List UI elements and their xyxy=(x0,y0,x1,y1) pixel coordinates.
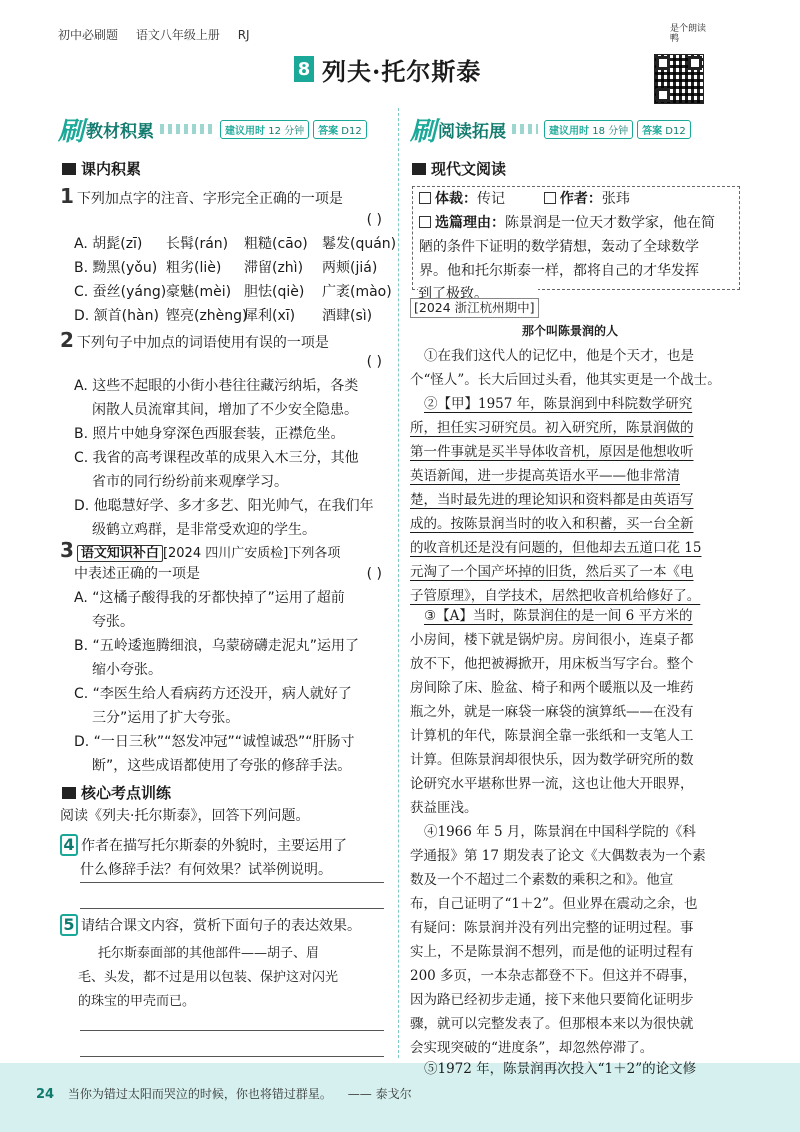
option-row xyxy=(74,304,400,328)
question-text: 下列句子中加点的词语使用有误的一项是 xyxy=(76,335,329,351)
brush-icon: 刷 xyxy=(58,116,85,147)
subsection-title: 现代文阅读 xyxy=(431,160,507,178)
reading-prompt: 阅读《列夫·托尔斯泰》，回答下列问题。 xyxy=(60,808,310,824)
section-title: 阅读拓展 xyxy=(438,121,507,142)
reason-icon xyxy=(419,216,431,228)
article-line: 数及一个不超过二个素数的乘积之和》。他宣 xyxy=(410,872,674,888)
option-cell: A. 胡髭(zī) xyxy=(74,236,143,252)
time-value: 12 分钟 xyxy=(268,125,305,137)
article-line: 个“怪人”。长大后回过头看，他其实更是一个战士。 xyxy=(410,372,721,388)
answer-label: 答案 xyxy=(318,125,339,137)
footer-quote-author: —— 泰戈尔 xyxy=(347,1087,412,1101)
option-line: A. 这些不起眼的小街小巷往往藏污纳垢，各类 xyxy=(74,378,359,394)
time-pill xyxy=(220,120,309,139)
subject-name: 语文八年级上册 xyxy=(135,28,220,42)
answer-line[interactable] xyxy=(80,908,384,909)
article-line: 200 多页，一本杂志都登不下。但这并不碍事， xyxy=(410,968,697,984)
article-line: 楚，当时最先进的理论知识和资料都是由英语写 xyxy=(410,492,694,508)
section-title: 教材积累 xyxy=(86,121,155,142)
reason-text: 陈景润是一位天才数学家，他在简 xyxy=(505,215,715,231)
article-source: [2024 浙江杭州期中] xyxy=(410,298,539,318)
lesson-title-text: 列夫·托尔斯泰 xyxy=(322,56,482,86)
qr-finder-icon xyxy=(688,56,702,70)
question-source: [2024 四川广安质检] xyxy=(162,546,289,561)
option-line: C. “李医生给人看病药方还没开，病人就好了 xyxy=(74,686,352,702)
option-row xyxy=(74,232,400,256)
option-line: 闲散人员流窜其间，增加了不少安全隐患。 xyxy=(92,402,358,418)
reason-label: 选篇理由： xyxy=(435,215,505,231)
question-2 xyxy=(60,328,386,355)
reason-line: 陋的条件下证明的数学猜想，轰动了全球数学 xyxy=(419,239,699,255)
list-icon xyxy=(412,163,426,175)
header-meta xyxy=(58,26,264,43)
answer-paren-text: ( ) xyxy=(366,354,382,370)
option-cell: 酒肆(sì) xyxy=(322,308,373,324)
article-line: 获益匪浅。 xyxy=(410,800,478,816)
article-info-box xyxy=(412,186,740,290)
qr-finder-icon xyxy=(656,88,670,102)
stripe-decoration xyxy=(160,124,214,134)
answer-paren-text: ( ) xyxy=(366,566,382,582)
option-cell: 粗糙(cāo) xyxy=(244,236,308,252)
answer-page: D12 xyxy=(665,125,686,137)
time-pill xyxy=(544,120,633,139)
subsection-heading xyxy=(412,158,506,179)
question-number: 3 xyxy=(60,538,74,562)
option-cell: 铿亮(zhèng) xyxy=(166,308,248,324)
option-cell: 胆怯(qiè) xyxy=(244,284,305,300)
section-bar-reading xyxy=(410,110,695,148)
qr-code-icon[interactable] xyxy=(654,54,704,104)
option-line: B. “五岭逶迤腾细浪，乌蒙磅礴走泥丸”运用了 xyxy=(74,638,360,654)
info-genre-author xyxy=(419,187,737,211)
option-row xyxy=(74,256,400,280)
option-line: B. 照片中她身穿深色西服套装，正襟危坐。 xyxy=(74,426,345,442)
question-text: 下列加点字的注音、字形完全正确的一项是 xyxy=(76,191,343,207)
option-cell: 鬈发(quán) xyxy=(322,236,397,252)
author-value: 张玮 xyxy=(601,191,630,207)
genre-label: 体裁： xyxy=(435,191,477,207)
article-line: ②【甲】1957 年，陈景润到中科院数学研究 xyxy=(424,396,693,412)
article-line: 放不下，他把被褥掀开，用床板当写字台。整个 xyxy=(410,656,694,672)
question-4 xyxy=(60,834,347,858)
footer-quote-line xyxy=(36,1085,412,1102)
subsection-heading xyxy=(62,158,141,179)
option-cell: 两颊(jiá) xyxy=(322,260,378,276)
time-value: 18 分钟 xyxy=(592,125,629,137)
option-line: D. 他聪慧好学、多才多艺、阳光帅气，在我们年 xyxy=(74,498,374,514)
question-text: 请结合课文内容，赏析下面句子的表达效果。 xyxy=(81,918,361,934)
option-line: C. 我省的高考课程改革的成果入木三分，其他 xyxy=(74,450,359,466)
article-line: 瓶之外，就是一麻袋一麻袋的演算纸——在没有 xyxy=(410,704,694,720)
article-line: 房间除了床、脸盆、椅子和两个暖瓶以及一堆药 xyxy=(410,680,694,696)
answer-pill[interactable] xyxy=(313,120,367,139)
genre-icon xyxy=(419,192,431,204)
article-line: ⑤1972 年，陈景润再次投入“1＋2”的论文修 xyxy=(424,1061,697,1077)
subsection-title: 核心考点训练 xyxy=(81,784,172,802)
genre-value: 传记 xyxy=(477,191,505,207)
option-cell: C. 蚕丝(yáng) xyxy=(74,284,167,300)
qr-label: 是个朗读鸭 xyxy=(670,24,707,44)
question-number: 2 xyxy=(60,328,74,352)
footer-quote: 当你为错过太阳而哭泣的时候，你也将错过群星。 xyxy=(67,1087,332,1101)
lesson-title xyxy=(294,54,481,84)
info-reason xyxy=(419,211,737,235)
list-icon xyxy=(62,163,76,175)
question-number: 4 xyxy=(60,834,78,856)
answer-line[interactable] xyxy=(80,1030,384,1031)
author-label: 作者： xyxy=(559,191,602,207)
option-line: 夸张。 xyxy=(92,614,134,630)
option-cell: 粗劣(liè) xyxy=(166,260,222,276)
article-line: ④1966 年 5 月，陈景润在中国科学院的《科 xyxy=(424,824,696,840)
question-1 xyxy=(60,184,386,211)
quote-line: 托尔斯泰面部的其他部件——胡子、眉 xyxy=(98,946,320,961)
quote-line: 毛、头发，都不过是用以包装、保护这对闪光 xyxy=(78,970,339,985)
option-cell: 犀利(xī) xyxy=(244,308,296,324)
article-line: 英语新闻，进一步提高英语水平——他非常清 xyxy=(410,468,680,484)
option-line: D. “一日三秋”“怒发冲冠”“诚惶诚恐”“肝肠寸 xyxy=(74,734,355,750)
article-line: 计算机的年代，陈景润全靠一张纸和一支笔人工 xyxy=(410,728,694,744)
article-line: 布，自己证明了“1＋2”。但业界在震动之余，也 xyxy=(410,896,698,912)
question-number: 5 xyxy=(60,914,78,936)
time-label: 建议用时 xyxy=(225,125,266,137)
article-line: 学通报》第 17 期发表了论文《大偶数表为一个素 xyxy=(410,848,706,864)
qr-finder-icon xyxy=(656,56,670,70)
option-line: 三分”运用了扩大夸张。 xyxy=(92,710,240,726)
article-line: 子管原理》，自学技术，居然把收音机给修好了。 xyxy=(410,588,701,604)
option-line: 级鹤立鸡群，是非常受欢迎的学生。 xyxy=(92,522,316,538)
article-line: ①在我们这代人的记忆中，他是个天才，也是 xyxy=(424,348,694,364)
article-line: 所，担任实习研究员。初入研究所，陈景润做的 xyxy=(410,420,694,436)
knowledge-tag: 语文知识补白 xyxy=(77,545,163,562)
option-row xyxy=(74,280,400,304)
article-line: 骤，就可以完整发表了。但那根本来以为很快就 xyxy=(410,1016,694,1032)
question-5 xyxy=(60,914,361,938)
article-line: ③【A】当时，陈景润住的是一间 6 平方米的 xyxy=(424,608,693,624)
article-line: 因为路已经初步走通，接下来他只要简化证明步 xyxy=(410,992,694,1008)
subsection-heading xyxy=(62,782,171,803)
answer-label: 答案 xyxy=(642,125,663,137)
question-text: 下列各项 xyxy=(288,546,341,561)
question-number: 1 xyxy=(60,184,74,208)
option-cell: 豪魅(mèi) xyxy=(166,284,232,300)
question-text: 作者在描写托尔斯泰的外貌时，主要运用了 xyxy=(81,838,347,854)
article-line: 元淘了一个国产坏掉的旧货，然后买了一本《电 xyxy=(410,564,694,580)
option-cell: 广袤(mào) xyxy=(322,284,392,300)
qr-code-block[interactable] xyxy=(648,24,712,108)
question-text-line: 什么修辞手法？有何效果？试举例说明。 xyxy=(80,862,332,878)
option-cell: D. 颔首(hàn) xyxy=(74,308,159,324)
lesson-number: 8 xyxy=(294,56,314,82)
answer-paren-text: ( ) xyxy=(366,212,382,228)
option-cell: B. 黝黑(yǒu) xyxy=(74,260,158,276)
option-cell: 长髯(rán) xyxy=(166,236,229,252)
article-line: 实上，不是陈景润不想列，而是他的证明过程有 xyxy=(410,944,694,960)
time-label: 建议用时 xyxy=(549,125,590,137)
section-bar-textbook xyxy=(58,110,371,148)
reason-line: 界。他和托尔斯泰一样，都将自己的才华发挥 xyxy=(419,263,699,279)
option-line: 省市的同行纷纷前来观摩学习。 xyxy=(92,474,288,490)
option-cell: 滞留(zhì) xyxy=(244,260,304,276)
option-line: 缩小夸张。 xyxy=(92,662,162,678)
article-line: 成的。按陈景润当时的收入和积蓄，买一台全新 xyxy=(410,516,694,532)
option-line: 断”，这些成语都使用了夸张的修辞手法。 xyxy=(92,758,352,774)
article-line: 计算。但陈景润却很快乐，因为数学研究所的数 xyxy=(410,752,694,768)
article-line: 第一件事就是买半导体收音机，原因是他想收听 xyxy=(410,444,694,460)
subsection-title: 课内积累 xyxy=(81,160,142,178)
question-text-line: 中表述正确的一项是 xyxy=(74,566,200,582)
article-line: 的收音机还是没有问题的，但他却去五道口花 15 xyxy=(410,540,702,556)
edition-label: RJ xyxy=(237,28,250,42)
series-name: 初中必刷题 xyxy=(58,28,119,42)
article-line: 有疑问：陈景润并没有列出完整的证明过程。事 xyxy=(410,920,694,936)
brush-icon: 刷 xyxy=(410,116,437,147)
answer-page: D12 xyxy=(341,125,362,137)
page-number: 24 xyxy=(36,1087,55,1102)
quote-line: 的珠宝的甲壳而已。 xyxy=(78,994,196,1009)
option-line: A. “这橘子酸得我的牙都快掉了”运用了超前 xyxy=(74,590,345,606)
article-line: 小房间，楼下就是锅炉房。房间很小，连桌子都 xyxy=(410,632,694,648)
answer-line[interactable] xyxy=(80,1056,384,1057)
page-footer xyxy=(0,1063,800,1132)
answer-line[interactable] xyxy=(80,882,384,883)
list-icon xyxy=(62,787,76,799)
answer-pill[interactable] xyxy=(637,120,691,139)
stripe-decoration xyxy=(512,124,538,134)
article-title: 那个叫陈景润的人 xyxy=(521,324,618,338)
author-icon xyxy=(544,192,556,204)
article-line: 论研究水平堪称世界一流，这也让他大开眼界， xyxy=(410,776,694,792)
reason-line: 到了极致。 xyxy=(418,282,538,306)
article-line: 会实现突破的“进度条”，却忽然停滞了。 xyxy=(410,1040,654,1056)
